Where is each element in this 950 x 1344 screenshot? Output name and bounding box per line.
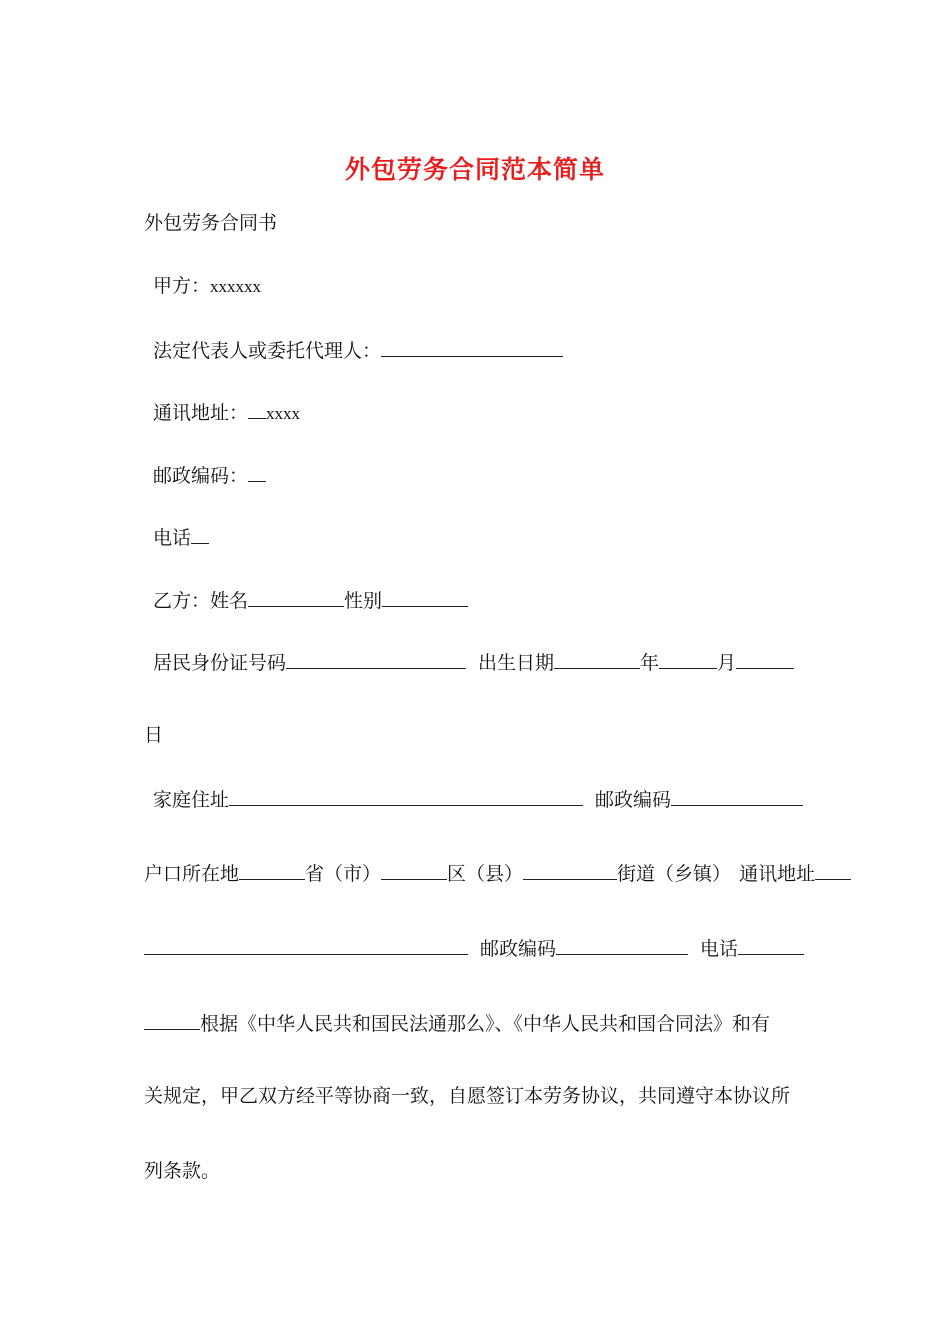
representative-line: [153, 336, 563, 364]
b-address-label: 通讯地址: [739, 863, 816, 885]
representative-label: 法定代表人或委托代理人：: [153, 340, 382, 362]
paragraph-line-1: [144, 1009, 770, 1037]
home-postcode-blank[interactable]: [671, 785, 803, 806]
paragraph-blank[interactable]: [144, 1009, 200, 1030]
postcode-label: 邮政编码：: [153, 465, 249, 487]
birth-day-blank[interactable]: [736, 648, 794, 669]
birth-label: 出生日期: [478, 652, 555, 674]
name-blank[interactable]: [248, 586, 344, 607]
postcode-blank[interactable]: [248, 461, 266, 482]
address-blank[interactable]: [248, 398, 266, 419]
postcode-line: [153, 461, 266, 489]
b-phone-label: 电话: [700, 938, 739, 960]
district-blank[interactable]: [381, 859, 447, 880]
address-label: 通讯地址：: [153, 402, 249, 424]
id-label: 居民身份证号码: [153, 652, 287, 674]
paragraph-line-3: [144, 1158, 220, 1184]
phone-label: 电话: [153, 527, 192, 549]
province-blank[interactable]: [239, 859, 305, 880]
b-postcode-label: 邮政编码: [480, 938, 557, 960]
party-b-line: [153, 586, 468, 614]
document-subtitle: 外包劳务合同书: [144, 212, 278, 234]
month-label: 月: [717, 652, 737, 674]
year-label: 年: [640, 652, 660, 674]
id-blank[interactable]: [286, 648, 466, 669]
party-a-name: xxxxxx: [210, 277, 262, 296]
home-label: 家庭住址: [153, 789, 230, 811]
representative-blank[interactable]: [381, 336, 563, 357]
id-birth-line: [153, 648, 794, 676]
address-value: xxxx: [266, 404, 301, 423]
gender-blank[interactable]: [382, 586, 468, 607]
party-a-line: [153, 273, 261, 300]
gender-label: 性别: [344, 590, 383, 612]
phone-blank[interactable]: [191, 523, 209, 544]
address-continued-line: [144, 934, 804, 962]
day-line: [144, 722, 163, 748]
paragraph-line-2: [144, 1083, 790, 1109]
b-phone-blank[interactable]: [738, 934, 804, 955]
hukou-label: 户口所在地: [144, 863, 240, 885]
address-line: [153, 398, 300, 427]
party-b-label: 乙方：姓名: [153, 590, 249, 612]
district-label: 区（县）: [447, 863, 524, 885]
hukou-line: [144, 859, 851, 887]
home-postcode-label: 邮政编码: [595, 789, 672, 811]
province-label: 省（市）: [305, 863, 382, 885]
home-blank[interactable]: [229, 785, 583, 806]
paragraph-text-1: 根据《中华人民共和国民法通那么》、《中华人民共和国合同法》和有: [200, 1013, 771, 1035]
day-label: 日: [144, 724, 164, 746]
party-a-label: 甲方：: [153, 275, 211, 297]
birth-year-blank[interactable]: [554, 648, 640, 669]
birth-month-blank[interactable]: [659, 648, 717, 669]
street-blank[interactable]: [523, 859, 617, 880]
phone-line: [153, 523, 209, 551]
b-postcode-blank[interactable]: [556, 934, 688, 955]
paragraph-text-2: 关规定，甲乙双方经平等协商一致，自愿签订本劳务协议，共同遵守本协议所: [144, 1085, 791, 1107]
paragraph-text-3: 列条款。: [144, 1160, 221, 1182]
document-title: 外包劳务合同范本简单: [344, 155, 605, 184]
street-label: 街道（乡镇）: [617, 863, 732, 885]
b-address-blank-end[interactable]: [815, 859, 851, 880]
b-address-blank[interactable]: [144, 934, 468, 955]
home-address-line: [153, 785, 803, 813]
